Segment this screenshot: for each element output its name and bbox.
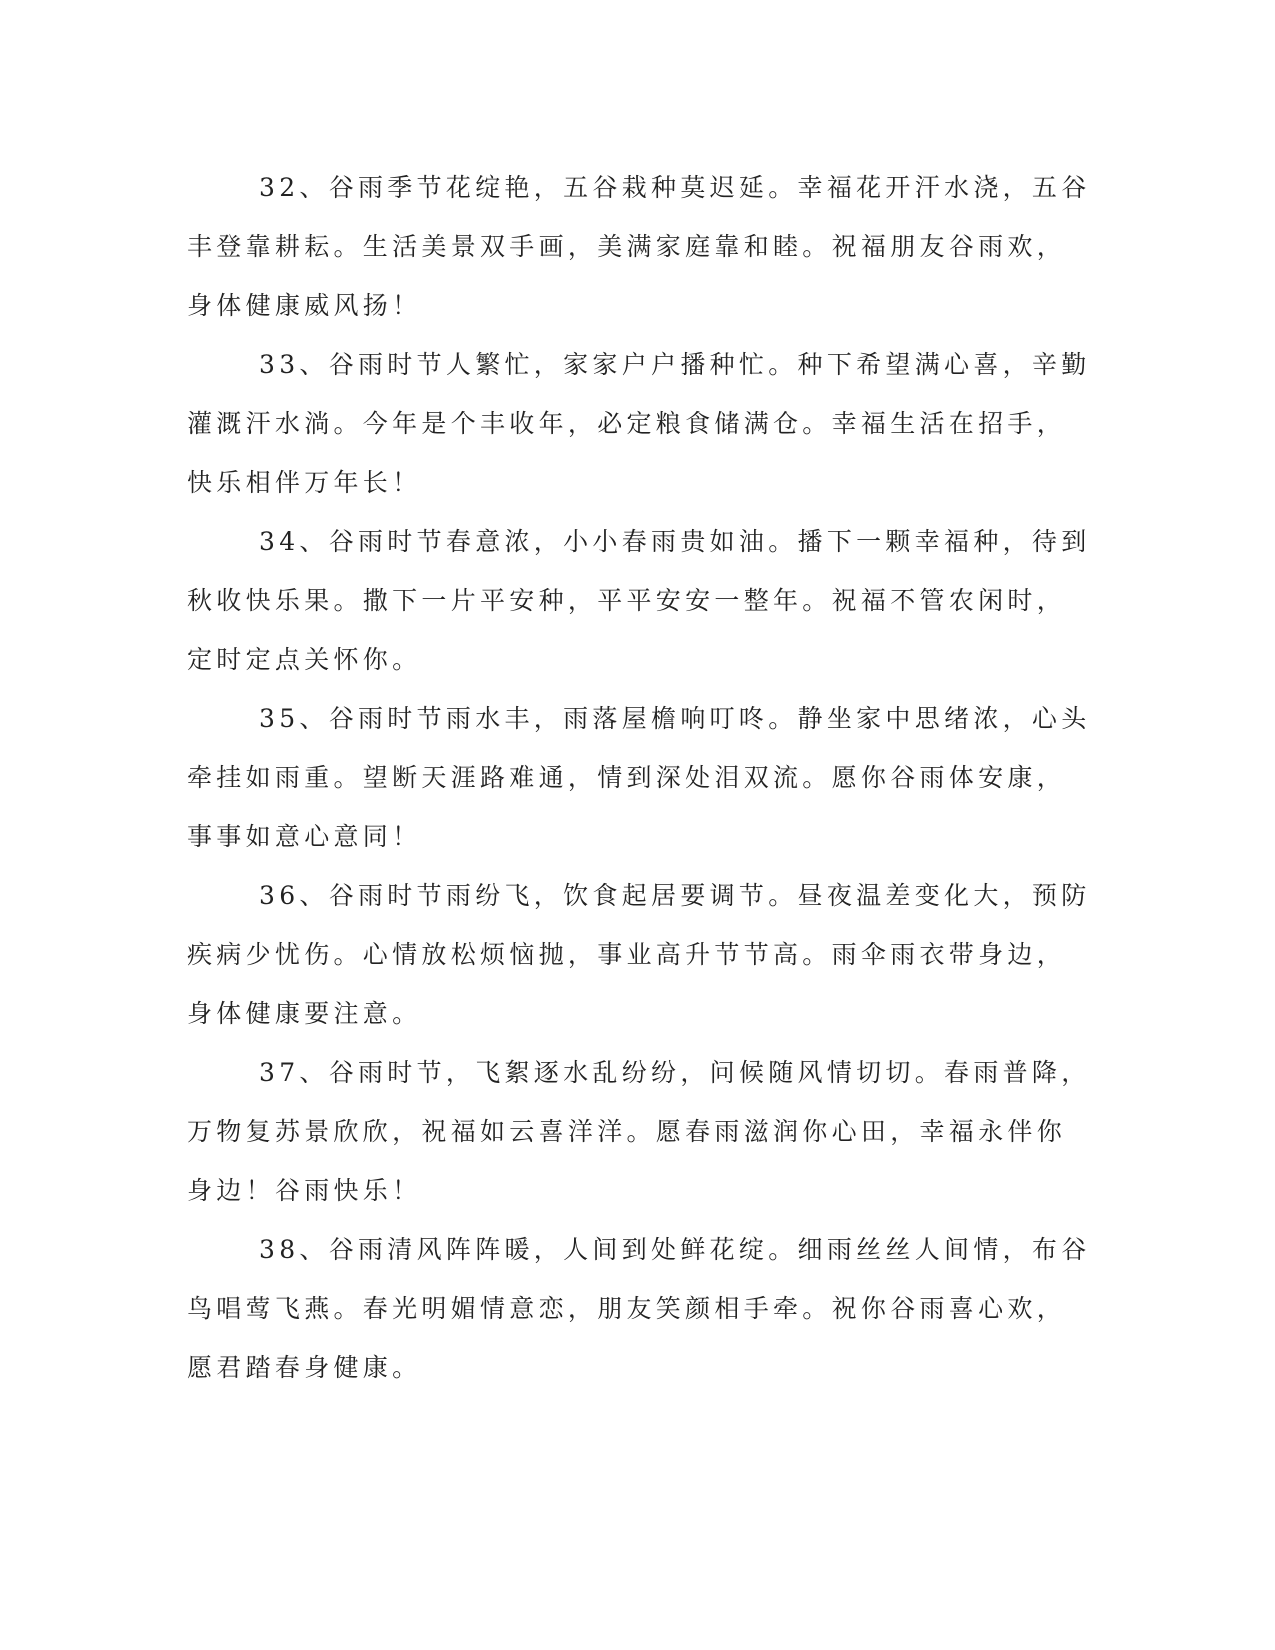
paragraph-38 bbox=[187, 1220, 1091, 1397]
paragraph-35 bbox=[187, 689, 1091, 866]
paragraph-line: 事事如意心意同！ bbox=[187, 822, 422, 851]
paragraph-line: 34、谷雨时节春意浓，小小春雨贵如油。播下一颗幸福种，待到 bbox=[259, 527, 1091, 556]
paragraph-line: 丰登靠耕耘。生活美景双手画，美满家庭靠和睦。祝福朋友谷雨欢， bbox=[187, 232, 1067, 261]
paragraph-line: 秋收快乐果。撒下一片平安种，平平安安一整年。祝福不管农闲时， bbox=[187, 586, 1067, 615]
paragraph-line: 身边！谷雨快乐！ bbox=[187, 1176, 422, 1205]
paragraph-line: 36、谷雨时节雨纷飞，饮食起居要调节。昼夜温差变化大，预防 bbox=[259, 881, 1091, 910]
paragraph-line: 定时定点关怀你。 bbox=[187, 645, 422, 674]
paragraph-line: 身体健康要注意。 bbox=[187, 999, 422, 1028]
paragraph-line: 牵挂如雨重。望断天涯路难通，情到深处泪双流。愿你谷雨体安康， bbox=[187, 763, 1067, 792]
paragraph-line: 鸟唱莺飞燕。春光明媚情意恋，朋友笑颜相手牵。祝你谷雨喜心欢， bbox=[187, 1294, 1067, 1323]
paragraph-line: 38、谷雨清风阵阵暖，人间到处鲜花绽。细雨丝丝人间情，布谷 bbox=[259, 1235, 1091, 1264]
paragraph-32 bbox=[187, 158, 1091, 335]
paragraph-33 bbox=[187, 335, 1091, 512]
document-body bbox=[187, 158, 1091, 1397]
paragraph-line: 万物复苏景欣欣，祝福如云喜洋洋。愿春雨滋润你心田，幸福永伴你 bbox=[187, 1117, 1067, 1146]
paragraph-line: 37、谷雨时节，飞絮逐水乱纷纷，问候随风情切切。春雨普降， bbox=[259, 1058, 1091, 1087]
paragraph-line: 32、谷雨季节花绽艳，五谷栽种莫迟延。幸福花开汗水浇，五谷 bbox=[259, 173, 1091, 202]
paragraph-36 bbox=[187, 866, 1091, 1043]
paragraph-line: 35、谷雨时节雨水丰，雨落屋檐响叮咚。静坐家中思绪浓，心头 bbox=[259, 704, 1091, 733]
paragraph-34 bbox=[187, 512, 1091, 689]
paragraph-line: 33、谷雨时节人繁忙，家家户户播种忙。种下希望满心喜，辛勤 bbox=[259, 350, 1091, 379]
paragraph-line: 身体健康威风扬！ bbox=[187, 291, 422, 320]
paragraph-line: 愿君踏春身健康。 bbox=[187, 1353, 422, 1382]
paragraph-37 bbox=[187, 1043, 1091, 1220]
paragraph-line: 灌溉汗水淌。今年是个丰收年，必定粮食储满仓。幸福生活在招手， bbox=[187, 409, 1067, 438]
paragraph-line: 疾病少忧伤。心情放松烦恼抛，事业高升节节高。雨伞雨衣带身边， bbox=[187, 940, 1067, 969]
paragraph-line: 快乐相伴万年长！ bbox=[187, 468, 422, 497]
